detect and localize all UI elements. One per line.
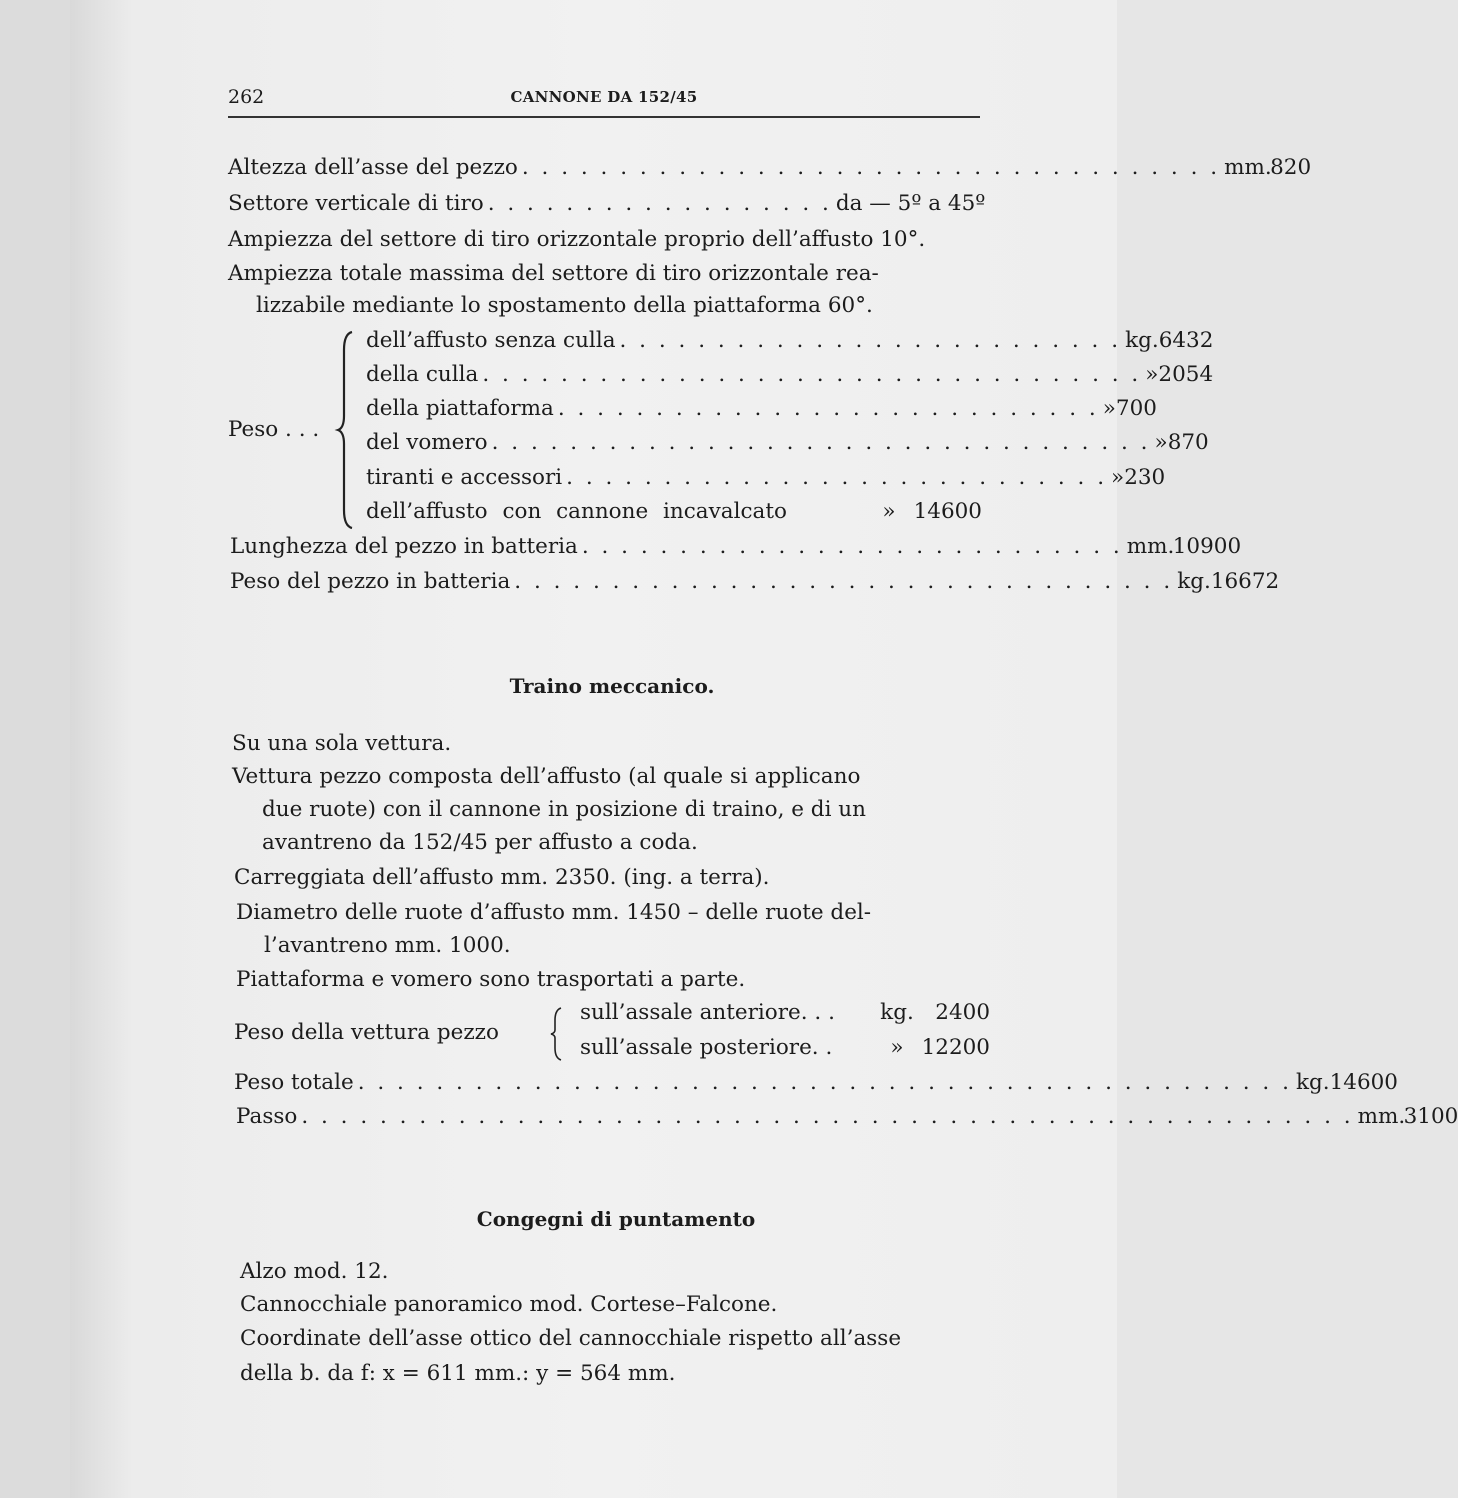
axle-unit: » (890, 1035, 904, 1060)
traino-line: Vettura pezzo composta dell’affusto (al quale si applicano (232, 764, 861, 789)
congegni-line: della b. da f: x = 611 mm.: y = 564 mm. (240, 1361, 676, 1386)
peso-item (366, 464, 1166, 492)
traino-line: Carreggiata dell’affusto mm. 2350. (ing. a terra). (234, 865, 770, 890)
peso-item-label: dell’affusto con cannone incavalcato (366, 499, 787, 524)
spec-unit: mm. (1357, 1104, 1406, 1129)
section-heading-traino: Traino meccanico. (509, 674, 715, 698)
spec-label: Lunghezza del pezzo in batteria (230, 534, 578, 559)
spec-value: 820 (1270, 155, 1312, 180)
left-brace (338, 330, 354, 530)
section-heading-congegni: Congegni di puntamento (476, 1207, 756, 1231)
header-rule (228, 116, 980, 118)
peso-item-value: 870 (1167, 430, 1209, 455)
peso-item (366, 361, 1214, 389)
axle-value: 12200 (921, 1035, 990, 1060)
congegni-line: Cannocchiale panoramico mod. Cortese–Falcone. (240, 1292, 778, 1317)
spec-value: 3100 (1403, 1104, 1458, 1129)
traino-line: due ruote) con il cannone in posizione di traino, e di un (262, 797, 866, 822)
congegni-line: Coordinate dell’asse ottico del cannocchiale rispetto all’asse (240, 1326, 902, 1351)
spec-range: da — 5º a 45º (835, 191, 986, 216)
traino-line: Piattaforma e vomero sono trasportati a parte. (236, 967, 746, 992)
spec-label: Passo (236, 1104, 298, 1129)
traino-line: avantreno da 152/45 per affusto a coda. (262, 830, 698, 855)
spec-value: 14600 (1329, 1070, 1398, 1095)
peso-item-label: della piattaforma (366, 396, 554, 421)
peso-item (366, 498, 982, 526)
spec-unit: kg. (1295, 1070, 1330, 1095)
spec-label: Settore verticale di tiro (228, 191, 484, 216)
page-left-edge (0, 0, 70, 1498)
passo (236, 1103, 1458, 1131)
axle-value: 2400 (935, 1000, 990, 1025)
leader-dots: . . . . . . . . . . . . . . . . . . . . . . . . . . (619, 328, 1122, 353)
book-page (70, 0, 1117, 1498)
peso-totale (234, 1069, 1398, 1097)
peso-item-unit: » (1145, 362, 1159, 387)
spec-value: 10900 (1172, 534, 1242, 559)
spec-ampiezza-totale-line2: lizzabile mediante lo spostamento della piattaforma 60°. (256, 293, 873, 318)
peso-item-label: dell’affusto senza culla (366, 328, 616, 353)
spec-value: 16672 (1210, 569, 1280, 594)
peso-item (366, 327, 1214, 355)
axle-label: sull’assale posteriore. . (580, 1035, 833, 1060)
peso-item (366, 395, 1157, 423)
leader-dots: . . . . . . . . . . . . . . . . . . . . . . . . . . . . . . . . . . (482, 362, 1142, 387)
leader-dots: . . . . . . . . . . . . . . . . . . . . . . . . . . . . (557, 396, 1099, 421)
page-number: 262 (228, 86, 265, 108)
axle-unit: kg. (880, 1000, 914, 1025)
traino-line: Diametro delle ruote d’affusto mm. 1450 – delle ruote del- (236, 900, 872, 925)
peso-item-label: del vomero (366, 430, 488, 455)
spec-unit: kg. (1177, 569, 1211, 594)
small-brace (551, 1006, 563, 1062)
spec-label: Peso totale (234, 1070, 354, 1095)
leader-dots: . . . . . . . . . . . . . . . . . . . . . . . . . . . . . . . . . . . . . . . . . . . . . . . . . . . . . . (301, 1104, 1354, 1129)
spec-unit: mm. (1224, 155, 1272, 180)
spec-lunghezza (230, 533, 1242, 561)
running-title: CANNONE DA 152/45 (510, 88, 698, 106)
peso-item-label: tiranti e accessori (366, 465, 563, 490)
spec-label: Peso del pezzo in batteria (230, 569, 511, 594)
peso-item-value: 700 (1115, 396, 1157, 421)
traino-line: Su una sola vettura. (232, 731, 452, 756)
peso-item-unit: kg. (1125, 328, 1159, 353)
peso-item-unit: » (1154, 430, 1168, 455)
leader-dots: . . . . . . . . . . . . . . . . . . . . . . . . . . . . . . . . . . (491, 430, 1151, 455)
leader-dots: . . . . . . . . . . . . . . . . . . (487, 191, 832, 216)
leader-dots: . . . . . . . . . . . . . . . . . . . . . . . . . . . . (581, 534, 1123, 559)
leader-dots: . . . . . . . . . . . . . . . . . . . . . . . . . . . . . . . . . . . . (521, 155, 1221, 180)
peso-item-unit: » (882, 499, 896, 524)
page-header (228, 86, 980, 116)
traino-line: l’avantreno mm. 1000. (264, 933, 511, 958)
leader-dots: . . . . . . . . . . . . . . . . . . . . . . . . . . . . . . . . . . (514, 569, 1174, 594)
peso-item-value: 2054 (1158, 362, 1214, 387)
vettura-anteriore (580, 999, 990, 1027)
spec-peso-batteria (230, 568, 1280, 596)
peso-item-unit: » (1111, 465, 1125, 490)
leader-dots: . . . . . . . . . . . . . . . . . . . . . . . . . . . . . . . . . . . . . . . . . . . . . . . . (357, 1070, 1292, 1095)
spec-label: Altezza dell’asse del pezzo (228, 155, 518, 180)
spec-settore-verticale (228, 190, 986, 218)
peso-item-value: 230 (1124, 465, 1166, 490)
congegni-line: Alzo mod. 12. (240, 1259, 389, 1284)
leader-dots: . . . . . . . . . . . . . . . . . . . . . . . . . . . . (566, 465, 1108, 490)
peso-item-value: 14600 (913, 499, 982, 524)
peso-item-unit: » (1102, 396, 1116, 421)
spec-altezza (228, 154, 1312, 182)
peso-item (366, 429, 1209, 457)
vettura-posteriore (580, 1034, 990, 1062)
peso-group-label: Peso . . . (228, 417, 320, 442)
vettura-pezzo-label: Peso della vettura pezzo (234, 1020, 499, 1045)
spec-unit: mm. (1126, 534, 1175, 559)
spec-ampiezza-totale-line1: Ampiezza totale massima del settore di tiro orizzontale rea- (228, 261, 879, 286)
peso-item-value: 6432 (1158, 328, 1214, 353)
axle-label: sull’assale anteriore. . . (580, 1000, 835, 1025)
spec-ampiezza-settore: Ampiezza del settore di tiro orizzontale proprio dell’affusto 10°. (228, 227, 926, 252)
peso-item-label: della culla (366, 362, 479, 387)
